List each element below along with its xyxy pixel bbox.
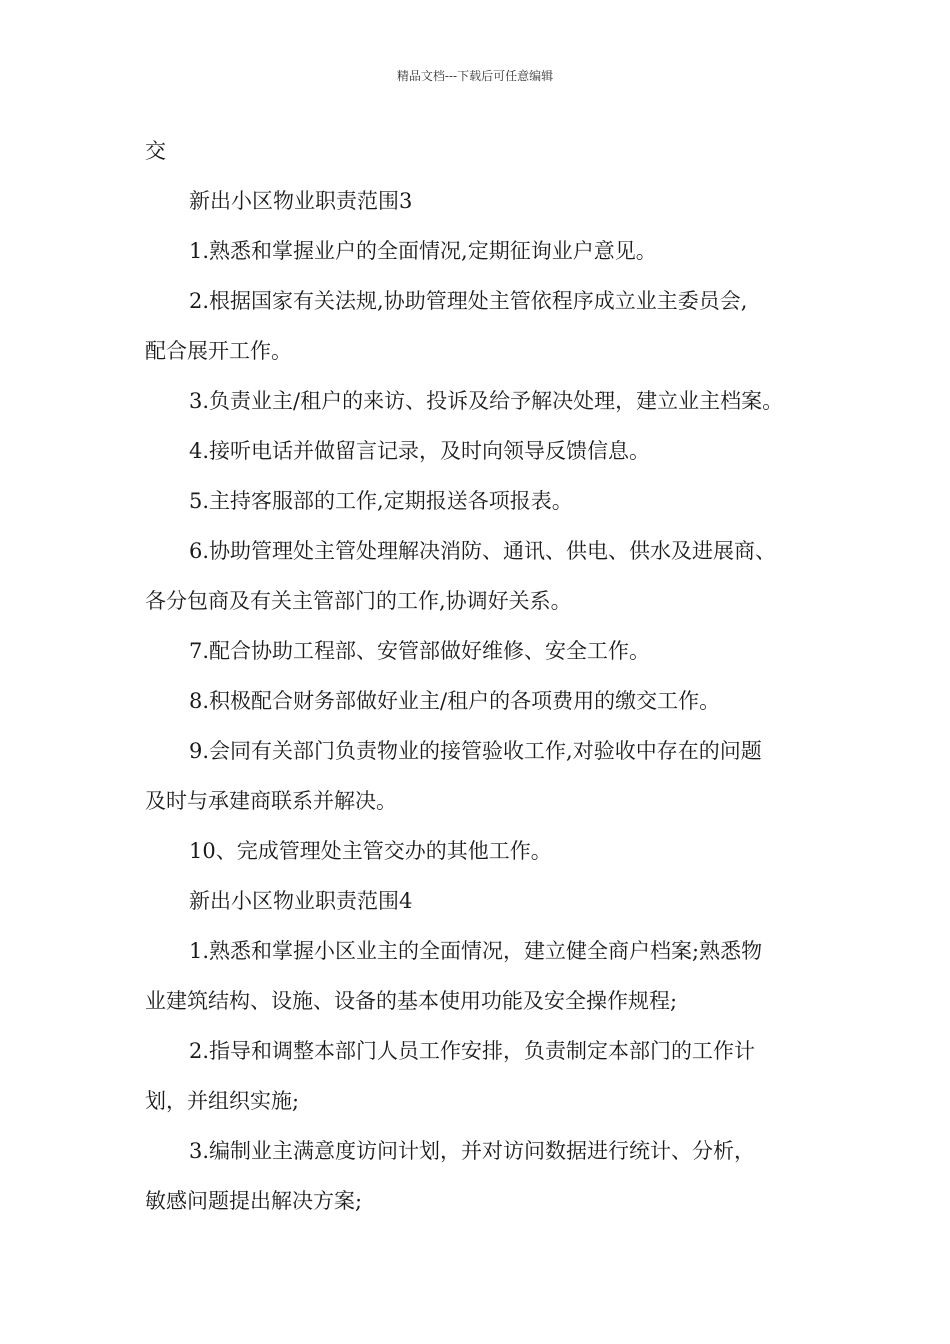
section-heading: 新出小区物业职责范围3 [189, 189, 413, 213]
text-line: 及时与承建商联系并解决。 [145, 789, 397, 813]
text-line: 1.熟悉和掌握业户的全面情况,定期征询业户意见。 [189, 239, 657, 263]
text-line: 配合展开工作。 [145, 339, 292, 363]
text-line: 5.主持客服部的工作,定期报送各项报表。 [189, 489, 573, 513]
text-line: 各分包商及有关主管部门的工作,协调好关系。 [145, 589, 572, 613]
section-heading: 新出小区物业职责范围4 [189, 889, 413, 913]
text-line: 8.积极配合财务部做好业主/租户的各项费用的缴交工作。 [189, 689, 721, 713]
text-line: 9.会同有关部门负责物业的接管验收工作,对验收中存在的问题 [189, 739, 762, 763]
text-line: 1.熟悉和掌握小区业主的全面情况，建立健全商户档案;熟悉物 [189, 939, 763, 963]
text-line: 7.配合协助工程部、安管部做好维修、安全工作。 [189, 639, 651, 663]
text-line: 交 [145, 139, 166, 163]
text-line: 6.协助管理处主管处理解决消防、通讯、供电、供水及进展商、 [189, 539, 777, 563]
text-line: 业建筑结构、设施、设备的基本使用功能及安全操作规程; [145, 989, 678, 1013]
text-line: 2.指导和调整本部门人员工作安排，负责制定本部门的工作计 [189, 1039, 756, 1063]
text-line: 10、完成管理处主管交办的其他工作。 [189, 839, 552, 863]
page-header: 精品文档---下载后可任意编辑 [396, 69, 554, 83]
text-line: 3.负责业主/租户的来访、投诉及给予解决处理，建立业主档案。 [189, 389, 784, 413]
text-line: 4.接听电话并做留言记录，及时向领导反馈信息。 [189, 439, 651, 463]
text-line: 3.编制业主满意度访问计划，并对访问数据进行统计、分析， [189, 1139, 756, 1163]
text-line: 2.根据国家有关法规,协助管理处主管依程序成立业主委员会, [189, 289, 748, 313]
text-line: 敏感问题提出解决方案; [145, 1189, 363, 1213]
text-line: 划，并组织实施; [145, 1089, 300, 1113]
